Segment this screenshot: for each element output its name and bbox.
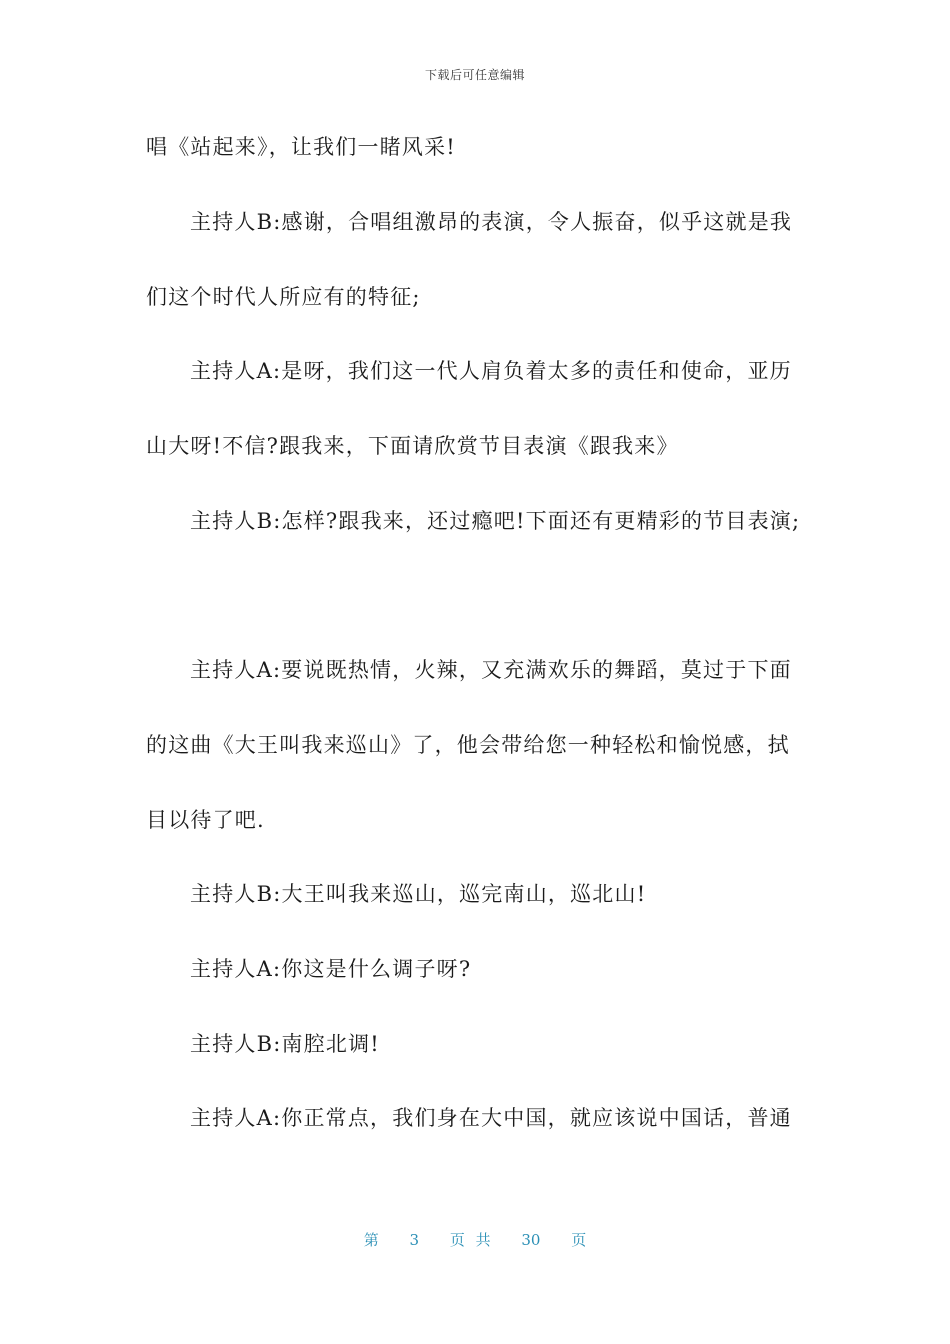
- body-line-11: 主持人A:你这是什么调子呀?: [190, 957, 472, 981]
- footer-page-number: 3: [409, 1231, 420, 1249]
- body-line-12: 主持人B:南腔北调!: [190, 1032, 380, 1056]
- body-line-10: 主持人B:大王叫我来巡山，巡完南山，巡北山!: [190, 882, 647, 906]
- footer-middle: 页 共: [449, 1231, 491, 1249]
- body-line-5: 山大呀!不信?跟我来，下面请欣赏节目表演《跟我来》: [146, 434, 679, 458]
- page-header: 下载后可任意编辑: [424, 68, 525, 82]
- body-line-2: 主持人B:感谢，合唱组激昂的表演，令人振奋，似乎这就是我: [190, 210, 793, 234]
- body-line-13: 主持人A:你正常点，我们身在大中国，就应该说中国话，普通: [190, 1106, 792, 1130]
- body-line-1: 唱《站起来》，让我们一睹风采!: [146, 135, 456, 159]
- body-line-3: 们这个时代人所应有的特征;: [146, 285, 421, 309]
- footer-prefix: 第: [363, 1231, 379, 1249]
- body-line-7: 主持人A:要说既热情，火辣，又充满欢乐的舞蹈，莫过于下面: [190, 658, 792, 682]
- body-line-9: 目以待了吧.: [146, 808, 265, 832]
- body-line-6: 主持人B:怎样?跟我来，还过瘾吧!下面还有更精彩的节目表演;: [190, 509, 801, 533]
- footer-suffix: 页: [571, 1231, 587, 1249]
- body-line-8: 的这曲《大王叫我来巡山》了，他会带给您一种轻松和愉悦感，拭: [146, 733, 790, 757]
- page-footer: [0, 1229, 950, 1250]
- body-line-4: 主持人A:是呀，我们这一代人肩负着太多的责任和使命，亚历: [190, 359, 792, 383]
- footer-total-pages: 30: [521, 1231, 541, 1249]
